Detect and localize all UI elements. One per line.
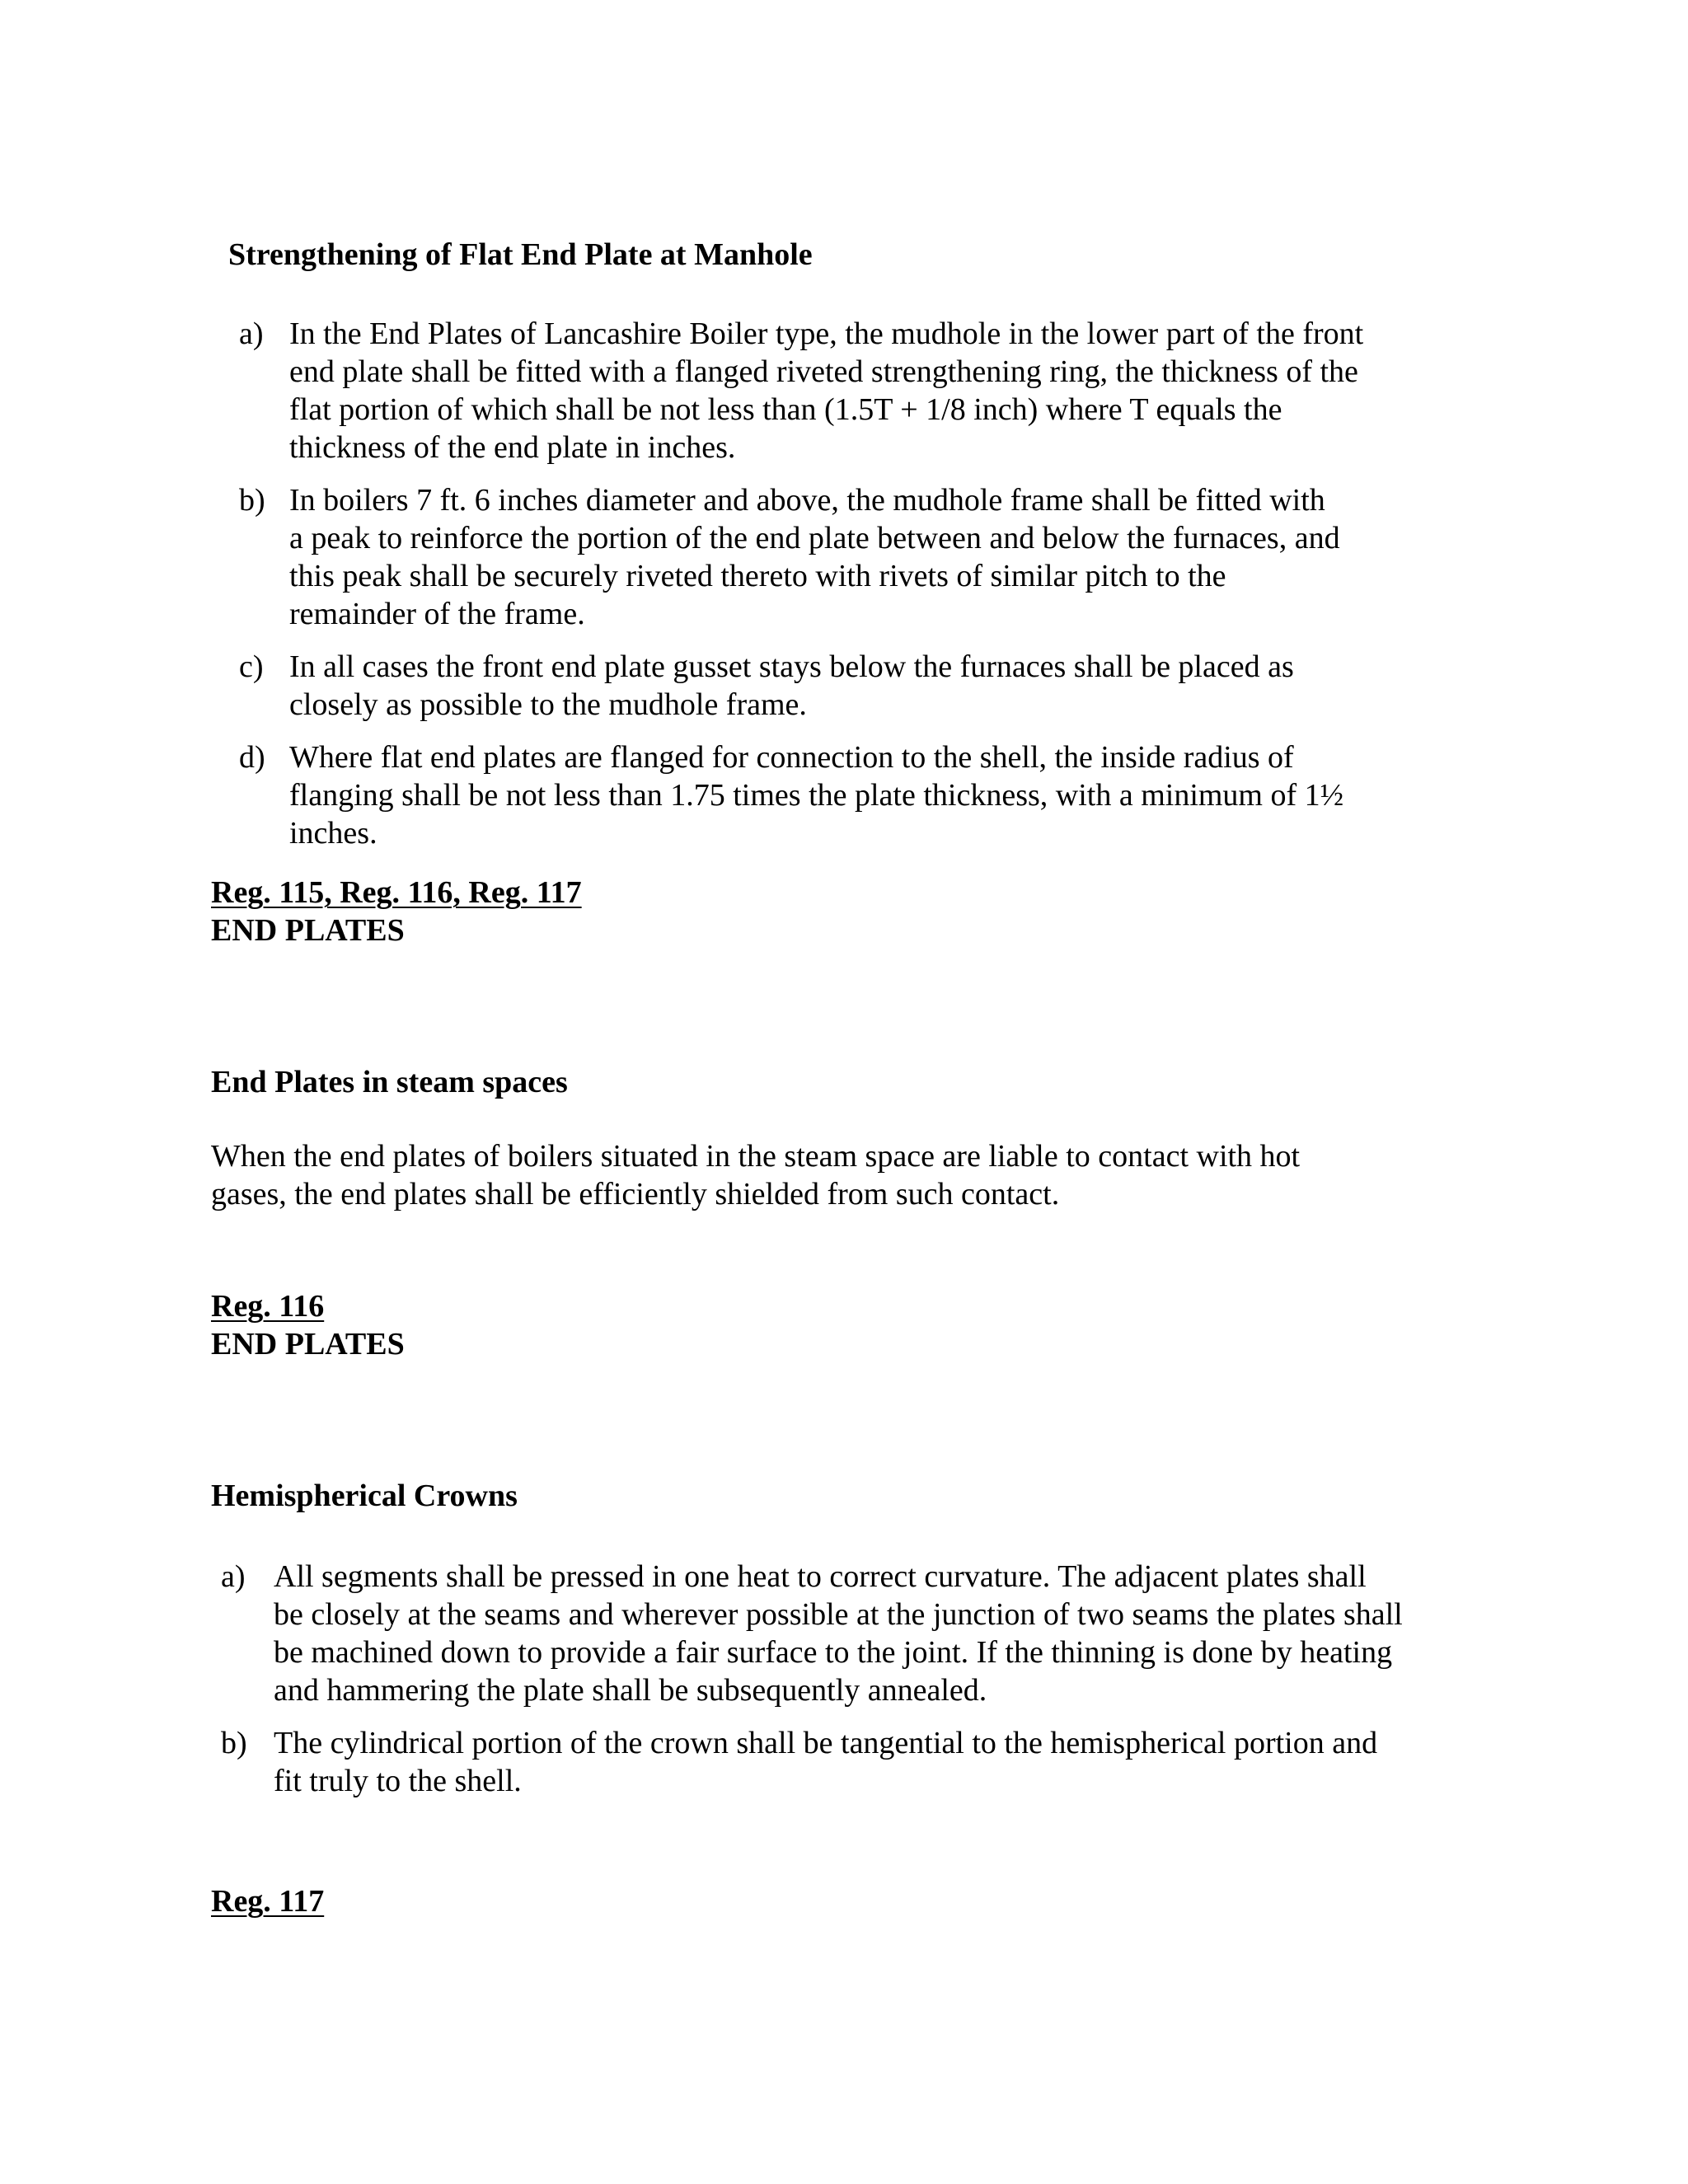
list-item [239, 738, 1393, 852]
regulation-reference-block [211, 1882, 324, 1920]
regulation-reference: Reg. 117 [211, 1884, 325, 1919]
regulation-caption: END PLATES [211, 1327, 405, 1361]
list-item [221, 1558, 1403, 1709]
list-item [221, 1724, 1400, 1800]
regulation-reference: Reg. 115, Reg. 116, Reg. 117 [211, 875, 582, 910]
list-marker: d) [239, 740, 265, 775]
section-heading-hemispherical-crowns: Hemispherical Crowns [211, 1479, 518, 1513]
list-item-text: In all cases the front end plate gusset stays below the furnaces shall be placed as closely as possible to the mudhole frame. [289, 649, 1294, 722]
list-item-text: All segments shall be pressed in one heat to correct curvature. The adjacent plates shall be closely at the seams and wherever possible at the junction of two seams the plates shall be machined down to provide a fair surface to the joint. If the thinning is done by heating and hammering the plate shall be subsequently annealed. [274, 1559, 1403, 1708]
list-item [239, 315, 1393, 466]
list-item-text: In the End Plates of Lancashire Boiler type, the mudhole in the lower part of the front end plate shall be fitted with a flanged riveted strengthening ring, the thickness of the flat portion of which shall be not less than (1.5T + 1/8 inch) where T equals the thickness of the end plate in inches. [289, 316, 1364, 465]
section-heading-strengthening: Strengthening of Flat End Plate at Manhole [228, 237, 813, 272]
list-marker: b) [239, 483, 265, 518]
strengthening-list [239, 315, 1393, 867]
list-item-text: In boilers 7 ft. 6 inches diameter and above, the mudhole frame shall be fitted with a peak to reinforce the portion of the end plate between and below the furnaces, and this peak shall be securely riveted thereto with rivets of similar pitch to the remainder of the frame. [289, 483, 1340, 631]
regulation-reference-block [211, 874, 582, 949]
list-marker: a) [221, 1559, 246, 1594]
list-marker: c) [239, 649, 264, 684]
list-item [239, 648, 1393, 724]
regulation-reference: Reg. 116 [211, 1289, 325, 1324]
hemispherical-crowns-list [221, 1558, 1403, 1815]
list-marker: a) [239, 316, 264, 351]
regulation-reference-block [211, 1287, 405, 1363]
paragraph-end-plates-steam: When the end plates of boilers situated in the steam space are liable to contact with hot gases, the end plates shall be efficiently shielded from such contact. [211, 1139, 1301, 1212]
list-item [239, 481, 1393, 633]
list-marker: b) [221, 1726, 247, 1760]
list-item-text: Where flat end plates are flanged for connection to the shell, the inside radius of flanging shall be not less than 1.75 times the plate thickness, with a minimum of 1½ inches. [289, 740, 1344, 851]
section-heading-end-plates-steam: End Plates in steam spaces [211, 1065, 568, 1099]
list-item-text: The cylindrical portion of the crown shall be tangential to the hemispherical portion and fit truly to the shell. [274, 1726, 1378, 1798]
regulation-caption: END PLATES [211, 913, 405, 948]
